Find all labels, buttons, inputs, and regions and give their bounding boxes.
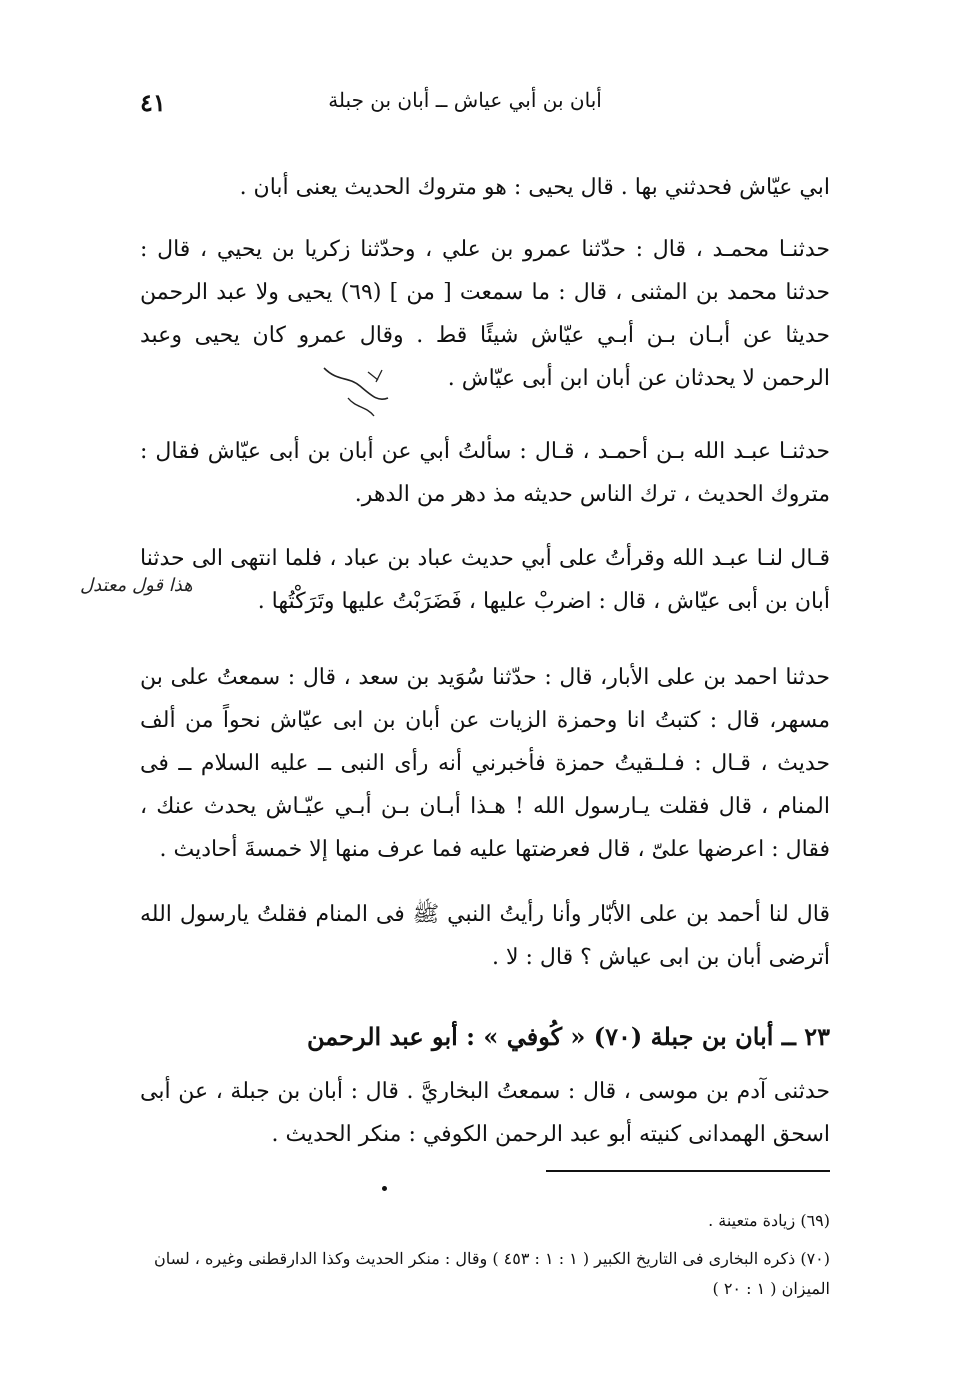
- paragraph-6: قال لنا أحمد بن على الأبّار وأنا رأيتُ النبي ﷺ فى المنام فقلتُ يارسول الله أترضى أبان بن ابى عياش ؟ قال : لا .: [140, 902, 830, 970]
- footnote-69: (٦٩) زيادة متعينة .: [708, 1211, 830, 1230]
- paragraph-5: حدثنا احمد بن على الأبار، قال : حدّثنا سُوَيد بن سعد ، قال : سمعتُ على بن مسهر، قال : كتبتُ انا وحمزة الزيات عن أبان بن ابى عيّاش نحواً من ألف حديث ، قـال : فـلـقيتُ حمزة فأخبرني أنه رأى النبى ــ عليه السلام ــ فى المنام ، قال فقلت يـارسول الله ! هـذا أبـان بـن أبـي عيّـاش يحدث عنك ، فقال : اعرضها علىّ ، قال فعرضتها عليه فما عرف منها إلا خمسةَ أحاديث .: [140, 665, 830, 862]
- paragraph-4: قـال لنـا عبـد الله وقرأتُ على أبي حديث عباد بن عباد ، فلما انتهى الى حدثنا أبان بن أبى عيّاش ، قال : اضربْ عليها ، فَضَرَبْتُ عليها وتَرَكْتُها .: [140, 546, 830, 614]
- paragraph-1: ابي عيّاش فحدثني بها . قال يحيى : هو متروك الحديث يعنى أبان .: [239, 175, 830, 200]
- margin-handwritten-note: هذا قول معتدل: [80, 575, 193, 596]
- footnote-70: (٧٠) ذكره البخارى فى التاريخ الكبير ( ١ : ١ : ٤٥٣ ) وقال : منكر الحديث وكذا الدارقطنى وغيره ، لسان الميزان ( ١ : ٢٠ ): [153, 1249, 830, 1298]
- page-number: ٤١: [140, 88, 166, 117]
- handwritten-scribble-icon: [318, 362, 398, 424]
- paragraph-3: حدثنـا عبـد الله بـن أحمـد ، قـال : سألتُ أبي عن أبان بن أبى عيّاش فقال : متروك الحديث ، ترك الناس حديثه مذ دهر من الدهر.: [140, 439, 830, 507]
- entry-heading: ٢٣ ــ أبان بن جبلة (٧٠) « كُوفي » : أبو عبد الرحمن: [306, 1022, 830, 1051]
- footnote-divider: [546, 1170, 830, 1172]
- running-header: أبان بن أبي عياش ــ أبان بن جبلة: [328, 88, 602, 112]
- paragraph-2: حدثنـا محمـد ، قال : حدّثنا عمرو بن علي ، وحدّثنا زكريا بن يحيي ، قال : حدثنا محمد بن المثنى ، قال : ما سمعت [ من ] (٦٩) يحيى ولا عبد الرحمن حديثا عن أبـان بـن أبـي عيّاش شيئًا قط . وقال عمرو كان يحيى وعبد الرحمن لا يحدثان عن أبان ابن أبى عيّاش .: [140, 237, 831, 391]
- ink-dot: [382, 1186, 387, 1191]
- paragraph-7: حدثنى آدم بن موسى ، قال : سمعتُ البخاريَّ . قال : أبان بن جبلة ، عن أبى اسحق الهمدانى كنيته أبو عبد الرحمن الكوفي : منكر الحديث .: [140, 1079, 830, 1147]
